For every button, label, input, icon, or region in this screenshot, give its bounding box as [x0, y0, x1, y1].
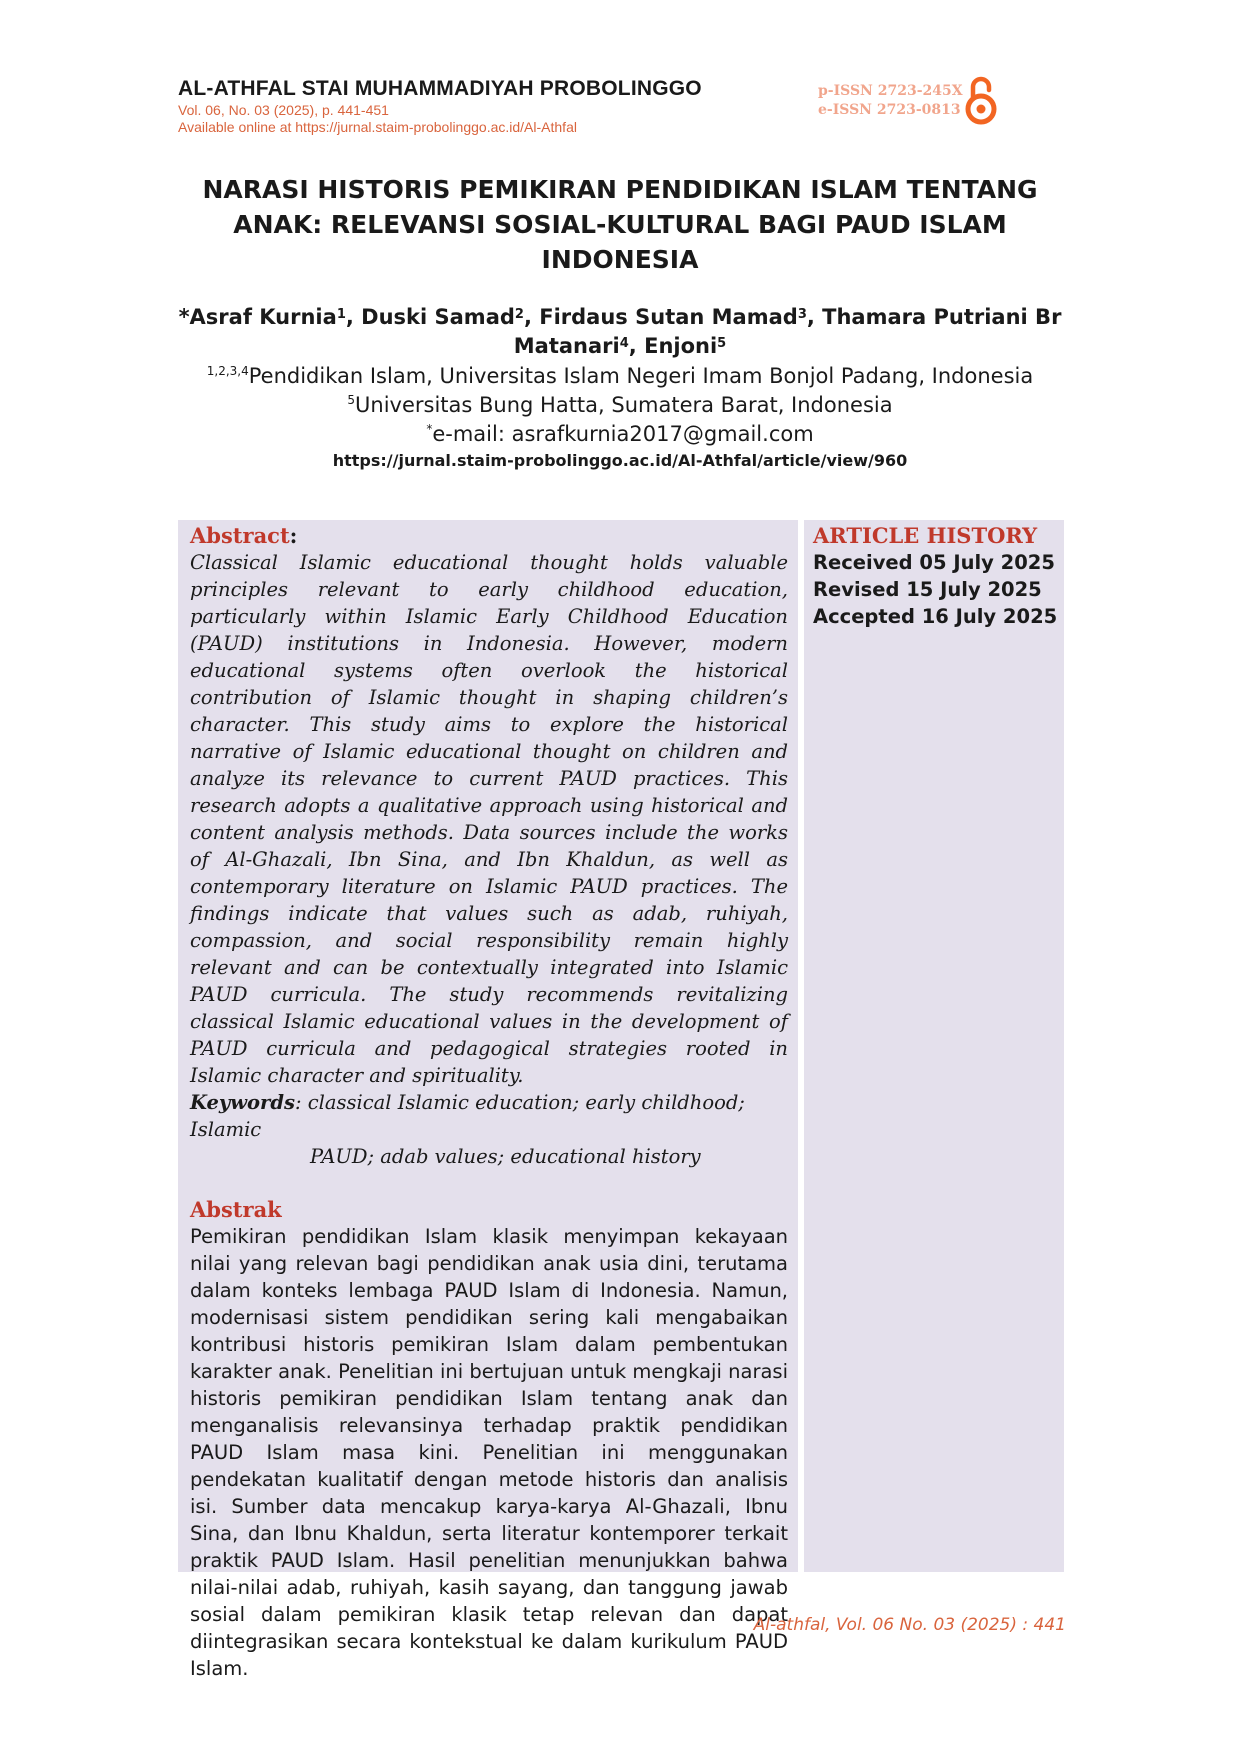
affiliation-sup: 5 [347, 393, 356, 407]
abstrak-heading: Abstrak [190, 1197, 282, 1222]
author-list [178, 303, 1062, 361]
keywords-text: : classical Islamic education; early childhood; Islamic [190, 1091, 745, 1141]
page-footer-citation: Al-athfal, Vol. 06 No. 03 (2025) : 441 [753, 1615, 1066, 1635]
affiliation-sup: * [426, 422, 433, 436]
author-sup: 3 [797, 307, 807, 322]
accepted-date: Accepted 16 July 2025 [813, 605, 1058, 628]
revised-date: Revised 15 July 2025 [813, 578, 1042, 601]
author-sup: 2 [514, 307, 524, 322]
affiliation-text: Pendidikan Islam, Universitas Islam Negeri Imam Bonjol Padang, Indonesia [248, 364, 1034, 388]
journal-name: AL-ATHFAL STAI MUHAMMADIYAH PROBOLINGGO [178, 77, 702, 100]
author-separator: , [628, 334, 645, 358]
author-name: Firdaus Sutan Mamad [539, 305, 798, 329]
author-name: *Asraf Kurnia [178, 305, 337, 329]
affiliation-text: Universitas Bung Hatta, Sumatera Barat, Indonesia [355, 393, 893, 417]
affiliation-line [178, 391, 1062, 420]
author-name: Enjoni [644, 334, 718, 358]
keywords-line-2: PAUD; adab values; educational history [310, 1145, 701, 1168]
article-url[interactable]: https://jurnal.staim-probolinggo.ac.id/Al-Athfal/article/view/960 [332, 451, 908, 470]
author-sup: 1 [336, 307, 346, 322]
keywords-label: Keywords [190, 1091, 295, 1114]
author-sup: 5 [717, 336, 727, 351]
abstrak-text: Pemikiran pendidikan Islam klasik menyimpan kekayaan nilai yang relevan bagi pendidikan anak usia dini, terutama dalam konteks lembaga PAUD Islam di Indonesia. Namun, modernisasi sistem pendidikan sering kali mengabaikan kontribusi historis pemikiran Islam dalam pembentukan karakter anak. Penelitian ini bertujuan untuk mengkaji narasi historis pemikiran pendidikan Islam tentang anak dan menganalisis relevansinya terhadap praktik pendidikan PAUD Islam masa kini. Penelitian ini menggunakan pendekatan kualitatif dengan metode historis dan analisis isi. Sumber data mencakup karya-karya Al-Ghazali, Ibnu Sina, dan Ibnu Khaldun, serta literatur kontemporer terkait praktik PAUD Islam. Hasil penelitian menunjukkan bahwa nilai-nilai adab, ruhiyah, kasih sayang, dan tanggung jawab sosial dalam pemikiran klasik tetap relevan dan dapat diintegrasikan secara kontekstual ke dalam kurikulum PAUD Islam. [190, 1225, 788, 1680]
affiliation-line [178, 362, 1062, 391]
author-separator: , [806, 305, 823, 329]
open-access-icon [963, 74, 999, 126]
affiliations [178, 362, 1062, 473]
author-separator: , [523, 305, 540, 329]
available-online-link[interactable]: Available online at https://jurnal.staim-probolinggo.ac.id/Al-Athfal [178, 119, 577, 135]
abstract-heading [190, 522, 788, 549]
article-history-box [804, 520, 1064, 1572]
affiliation-sup: 1,2,3,4 [206, 364, 249, 378]
volume-pages: Vol. 06, No. 03 (2025), p. 441-451 [178, 102, 389, 118]
author-name: Duski Samad [361, 305, 515, 329]
author-separator: , [345, 305, 362, 329]
issn-block [818, 82, 968, 120]
abstract-heading-colon: : [289, 523, 298, 548]
journal-header [178, 76, 778, 136]
p-issn: p-ISSN 2723-245X [818, 83, 963, 99]
article-history-heading: ARTICLE HISTORY [813, 523, 1038, 548]
keywords-line [190, 1089, 788, 1143]
email-line [178, 420, 1062, 449]
abstract-text: Classical Islamic educational thought holds valuable principles relevant to early childhood education, particularly within Islamic Early Childhood Education (PAUD) institutions in Indonesia. However, modern educational systems often overlook the historical contribution of Islamic thought in shaping children’s character. This study aims to explore the historical narrative of Islamic educational thought on children and analyze its relevance to current PAUD practices. This research adopts a qualitative approach using historical and content analysis methods. Data sources include the works of Al-Ghazali, Ibn Sina, and Ibn Khaldun, as well as contemporary literature on Islamic PAUD practices. The findings indicate that values such as adab, ruhiyah, compassion, and social responsibility remain highly relevant and can be contextually integrated into Islamic PAUD curricula. The study recommends revitalizing classical Islamic educational values in the development of PAUD curricula and pedagogical strategies rooted in Islamic character and spirituality. [190, 551, 788, 1087]
paper-title: NARASI HISTORIS PEMIKIRAN PENDIDIKAN ISLAM TENTANG ANAK: RELEVANSI SOSIAL-KULTURAL BAGI PAUD ISLAM INDONESIA [202, 175, 1038, 274]
e-issn: e-ISSN 2723-0813 [818, 102, 961, 118]
abstract-heading-text: Abstract [190, 523, 290, 548]
author-name: Thamara Putriani Br Matanari [513, 305, 1062, 358]
author-sup: 4 [619, 336, 629, 351]
abstract-section [190, 522, 788, 1682]
received-date: Received 05 July 2025 [813, 551, 1055, 574]
email-text[interactable]: e-mail: asrafkurnia2017@gmail.com [432, 422, 814, 446]
article-history [813, 522, 1063, 630]
